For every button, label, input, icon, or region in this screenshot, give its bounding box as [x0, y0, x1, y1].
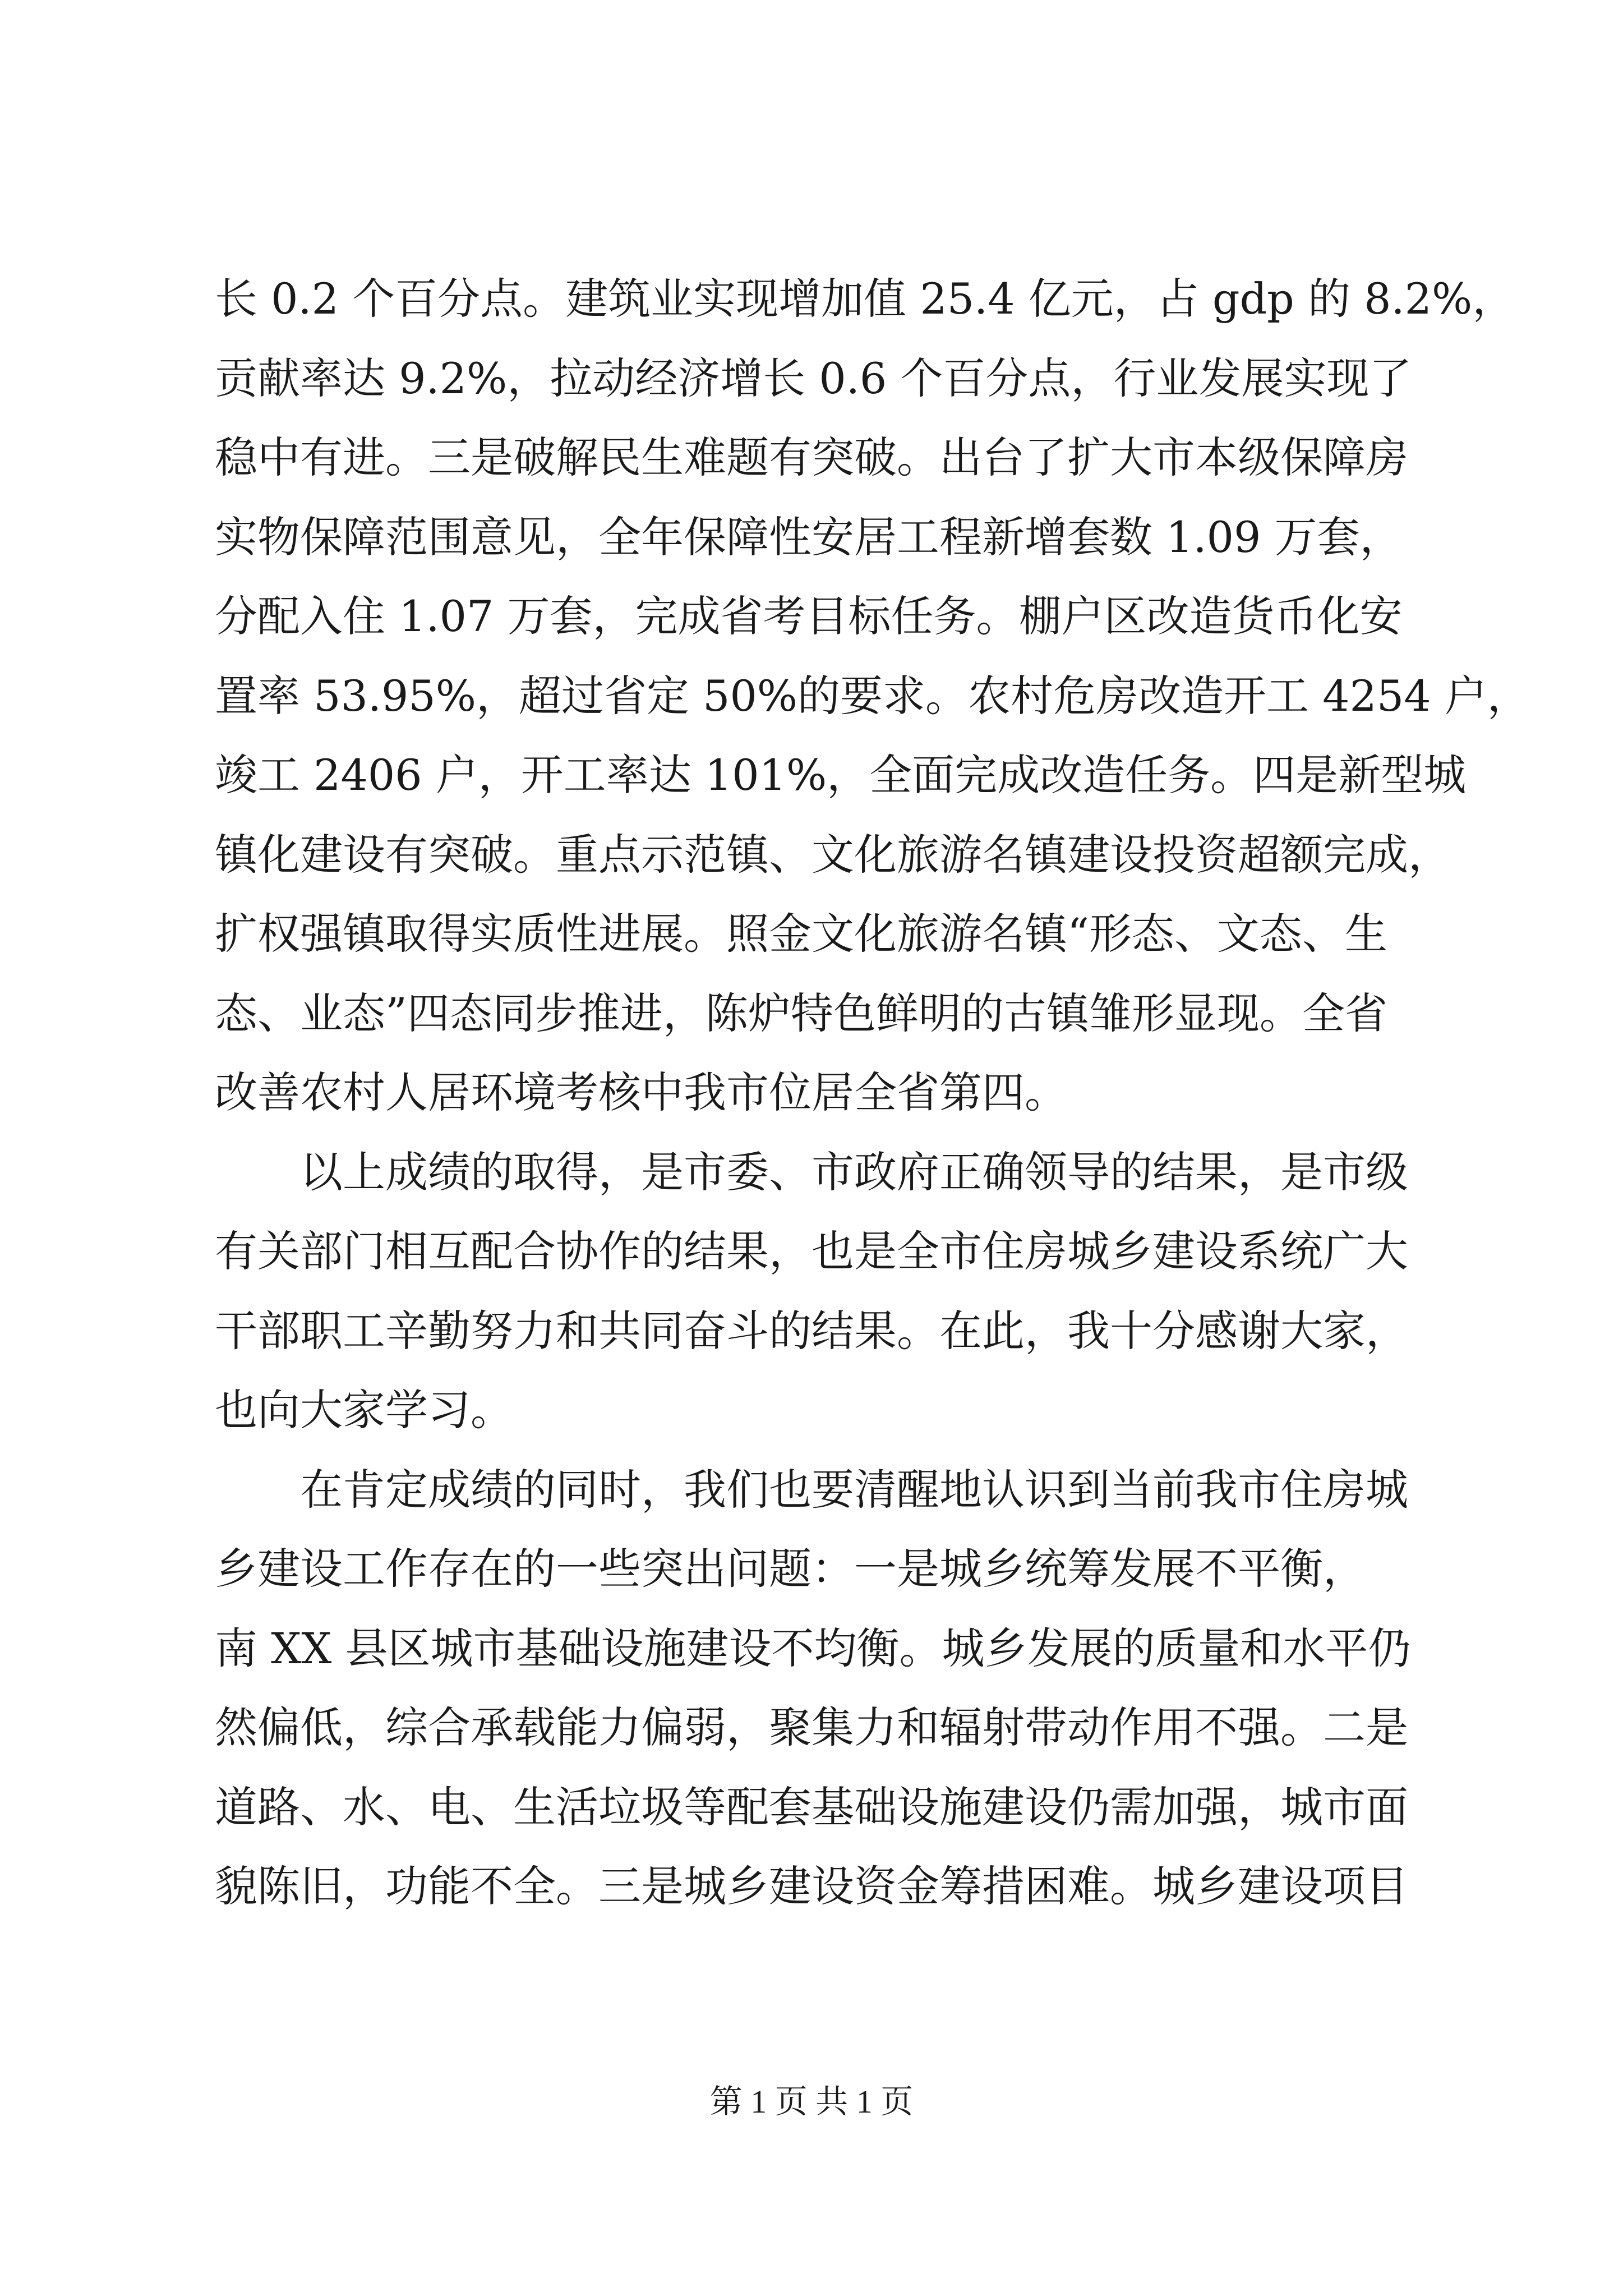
text-line: 长 0.2 个百分点。建筑业实现增加值 25.4 亿元，占 gdp 的 8.2%，	[215, 274, 1515, 324]
paragraph-3	[215, 1450, 1449, 1926]
text-line: 分配入住 1.07 万套，完成省考目标任务。棚户区改造货币化安	[215, 591, 1403, 641]
text-line: 貌陈旧，功能不全。三是城乡建设资金筹措困难。城乡建设项目	[215, 1861, 1408, 1911]
paragraph-2	[215, 1133, 1449, 1450]
text-line: 竣工 2406 户，开工率达 101%，全面完成改造任务。四是新型城	[215, 750, 1467, 800]
text-line: 也向大家学习。	[215, 1385, 513, 1435]
text-line: 实物保障范围意见，全年保障性安居工程新增套数 1.09 万套，	[215, 512, 1403, 562]
text-line: 稳中有进。三是破解民生难题有突破。出台了扩大市本级保障房	[215, 432, 1408, 482]
text-line: 改善农村人居环境考核中我市位居全省第四。	[215, 1068, 1067, 1117]
text-line: 有关部门相互配合协作的结果，也是全市住房城乡建设系统广大	[215, 1226, 1408, 1276]
text-line: 南 XX 县区城市基础设施建设不均衡。城乡发展的质量和水平仍	[215, 1623, 1411, 1673]
paragraph-1	[215, 259, 1530, 1133]
text-line: 干部职工辛勤努力和共同奋斗的结果。在此，我十分感谢大家，	[215, 1305, 1408, 1356]
page-number-footer: 第 1 页 共 1 页	[709, 2083, 914, 2120]
text-line: 置率 53.95%，超过省定 50%的要求。农村危房改造开工 4254 户，	[215, 670, 1530, 721]
text-line: 镇化建设有突破。重点示范镇、文化旅游名镇建设投资超额完成，	[215, 829, 1451, 880]
document-body	[215, 259, 1530, 1926]
text-line: 道路、水、电、生活垃圾等配套基础设施建设仍需加强，城市面	[215, 1782, 1408, 1832]
text-line: 以上成绩的取得，是市委、市政府正确领导的结果，是市级	[215, 1147, 1408, 1197]
text-line: 贡献率达 9.2%，拉动经济增长 0.6 个百分点，行业发展实现了	[215, 353, 1412, 403]
text-line: 态、业态”四态同步推进，陈炉特色鲜明的古镇雏形显现。全省	[215, 988, 1387, 1038]
text-line: 在肯定成绩的同时，我们也要清醒地认识到当前我市住房城	[215, 1464, 1408, 1515]
text-line: 然偏低，综合承载能力偏弱，聚集力和辐射带动作用不强。二是	[215, 1703, 1408, 1752]
text-line: 乡建设工作存在的一些突出问题：一是城乡统筹发展不平衡，	[215, 1544, 1366, 1594]
text-line: 扩权强镇取得实质性进展。照金文化旅游名镇“形态、文态、生	[215, 909, 1387, 959]
